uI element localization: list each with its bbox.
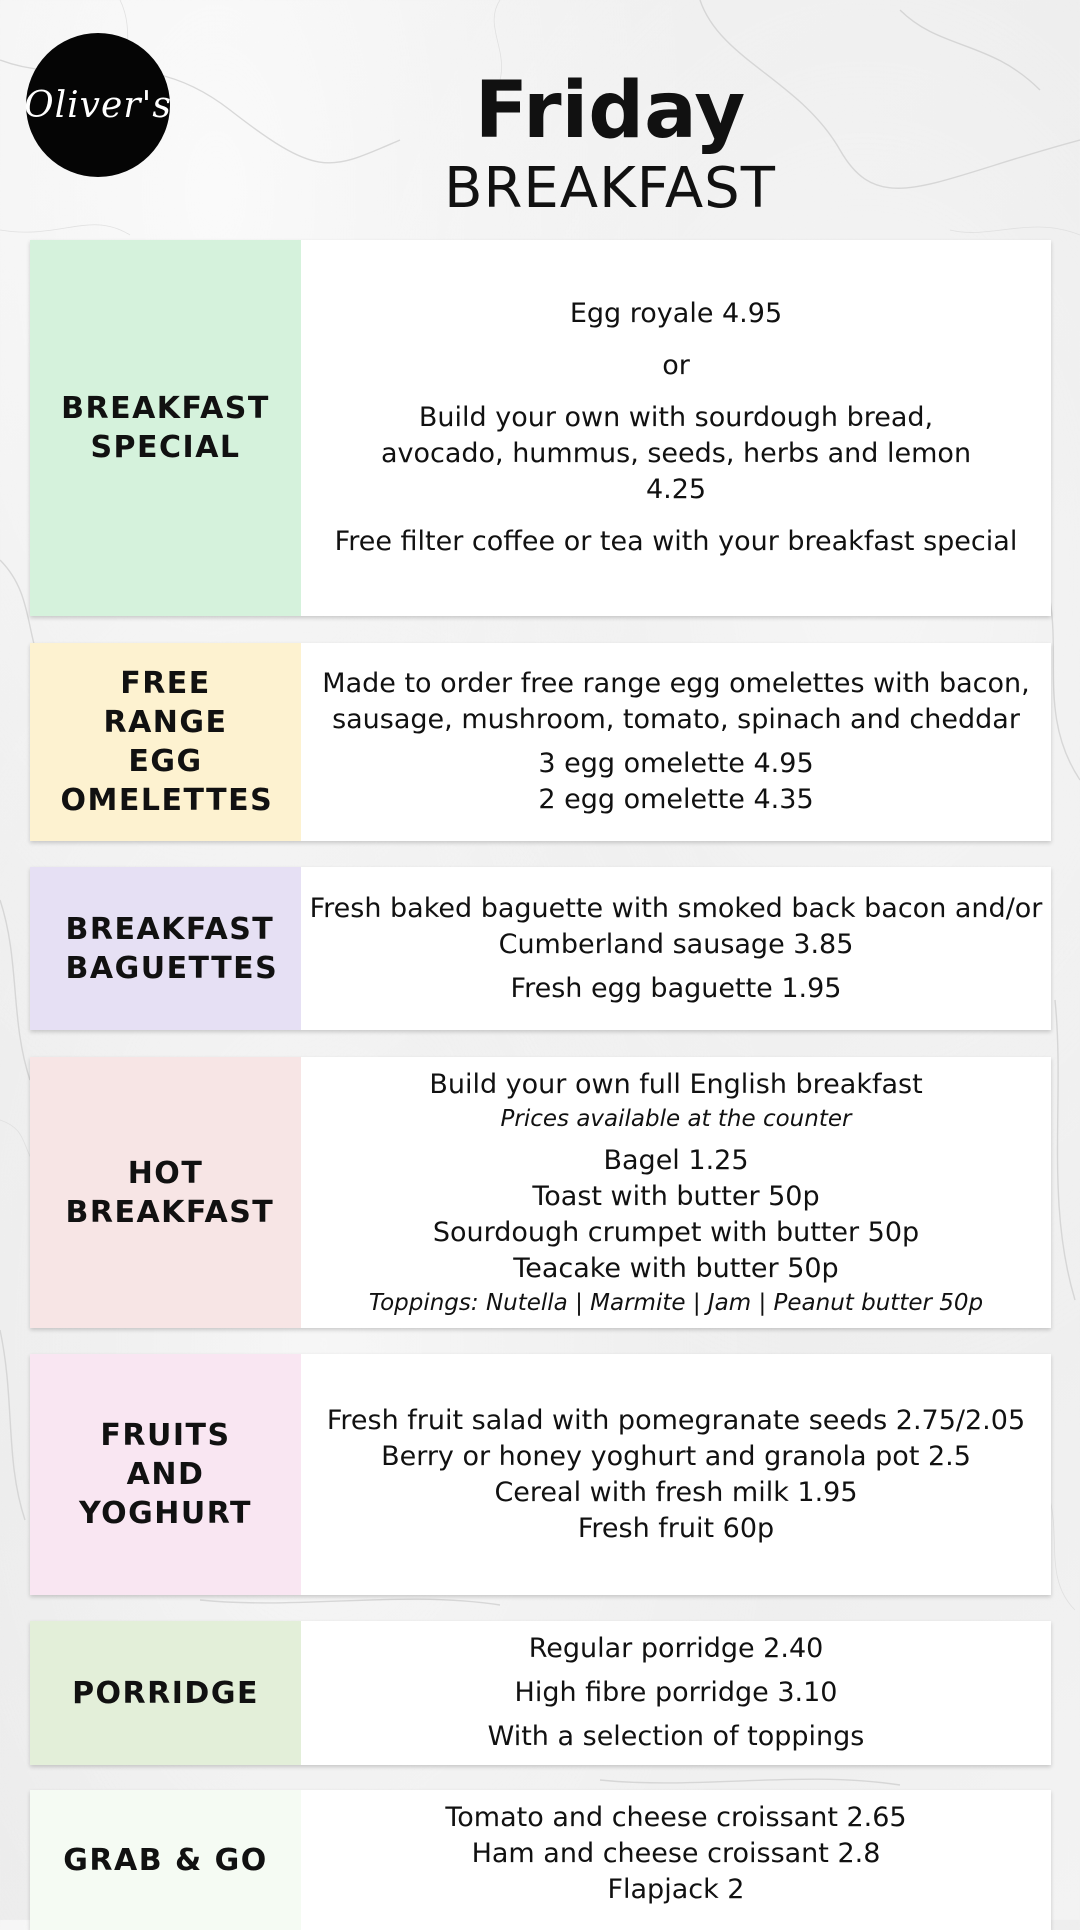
menu-item: Egg royale 4.95 — [569, 298, 783, 329]
section-baguettes — [30, 867, 1051, 1030]
section-hot-breakfast — [30, 1057, 1051, 1328]
page-title-day: Friday — [474, 66, 746, 156]
section-label — [30, 240, 301, 616]
section-label-text: HOT BREAKFAST — [65, 1155, 275, 1230]
section-label-text: BREAKFAST SPECIAL — [61, 391, 270, 465]
section-grab-and-go — [30, 1790, 1051, 1930]
section-label-text: FRUITS AND YOGHURT — [79, 1418, 252, 1531]
menu-item: or — [662, 350, 690, 381]
section-label-text: GRAB & GO — [63, 1842, 268, 1878]
toppings-note: Toppings: Nutella | Marmite | Jam | Peanut butter 50p — [368, 1289, 984, 1316]
section-items — [301, 1790, 1051, 1930]
price-note: Prices available at the counter — [500, 1105, 852, 1132]
section-items — [301, 1354, 1051, 1595]
oliver-logo — [26, 33, 170, 177]
menu-item: Free filter coffee or tea with your breakfast special — [334, 526, 1018, 557]
section-label — [30, 1790, 301, 1930]
section-label-text: FREE RANGE EGG OMELETTES — [60, 666, 274, 818]
menu-item: 2 egg omelette 4.35 — [538, 784, 814, 815]
section-items — [301, 643, 1051, 841]
menu-item: Fresh egg baguette 1.95 — [510, 972, 842, 1004]
section-items — [301, 867, 1051, 1030]
section-fruits-yoghurt — [30, 1354, 1051, 1595]
section-label — [30, 643, 301, 841]
section-porridge — [30, 1621, 1051, 1765]
section-items — [301, 240, 1051, 616]
section-items — [301, 1057, 1051, 1328]
section-label — [30, 1057, 301, 1328]
menu-item: Cereal with fresh milk 1.95 — [494, 1476, 858, 1508]
section-label-text: PORRIDGE — [72, 1675, 259, 1711]
menu-item: Bagel 1.25 — [603, 1144, 749, 1176]
section-omelettes — [30, 643, 1051, 841]
section-breakfast-special — [30, 240, 1051, 616]
menu-item: Toast with butter 50p — [532, 1180, 820, 1212]
menu-item: 3 egg omelette 4.95 — [538, 748, 814, 779]
menu-item: Flapjack 2 — [607, 1874, 745, 1905]
menu-item: Regular porridge 2.40 — [528, 1633, 824, 1664]
menu-item: Teacake with butter 50p — [513, 1252, 839, 1284]
menu-item: Sourdough crumpet with butter 50p — [432, 1216, 920, 1248]
section-label-text: BREAKFAST BAGUETTES — [65, 911, 279, 986]
page-title-meal: BREAKFAST — [444, 156, 776, 221]
section-label — [30, 867, 301, 1030]
menu-item: Build your own full English breakfast — [429, 1068, 923, 1100]
menu-item: Build your own with sourdough bread, avocado, hummus, seeds, herbs and lemon 4.25 — [380, 402, 972, 505]
logo-text: Oliver's — [24, 84, 172, 126]
section-label — [30, 1354, 301, 1595]
section-label — [30, 1621, 301, 1765]
menu-item: High fibre porridge 3.10 — [514, 1677, 838, 1708]
menu-item: Berry or honey yoghurt and granola pot 2.5 — [381, 1440, 971, 1472]
menu-item: Made to order free range egg omelettes with bacon, sausage, mushroom, tomato, spinach and cheddar — [322, 668, 1030, 735]
menu-item: Ham and cheese croissant 2.8 — [471, 1838, 881, 1869]
menu-item: Tomato and cheese croissant 2.65 — [445, 1802, 907, 1833]
section-items — [301, 1621, 1051, 1765]
menu-item: With a selection of toppings — [487, 1721, 865, 1752]
menu-item: Fresh fruit 60p — [577, 1512, 775, 1544]
menu-item: Fresh baked baguette with smoked back bacon and/or Cumberland sausage 3.85 — [309, 892, 1043, 960]
menu-item: Fresh fruit salad with pomegranate seeds 2.75/2.05 — [326, 1404, 1026, 1436]
